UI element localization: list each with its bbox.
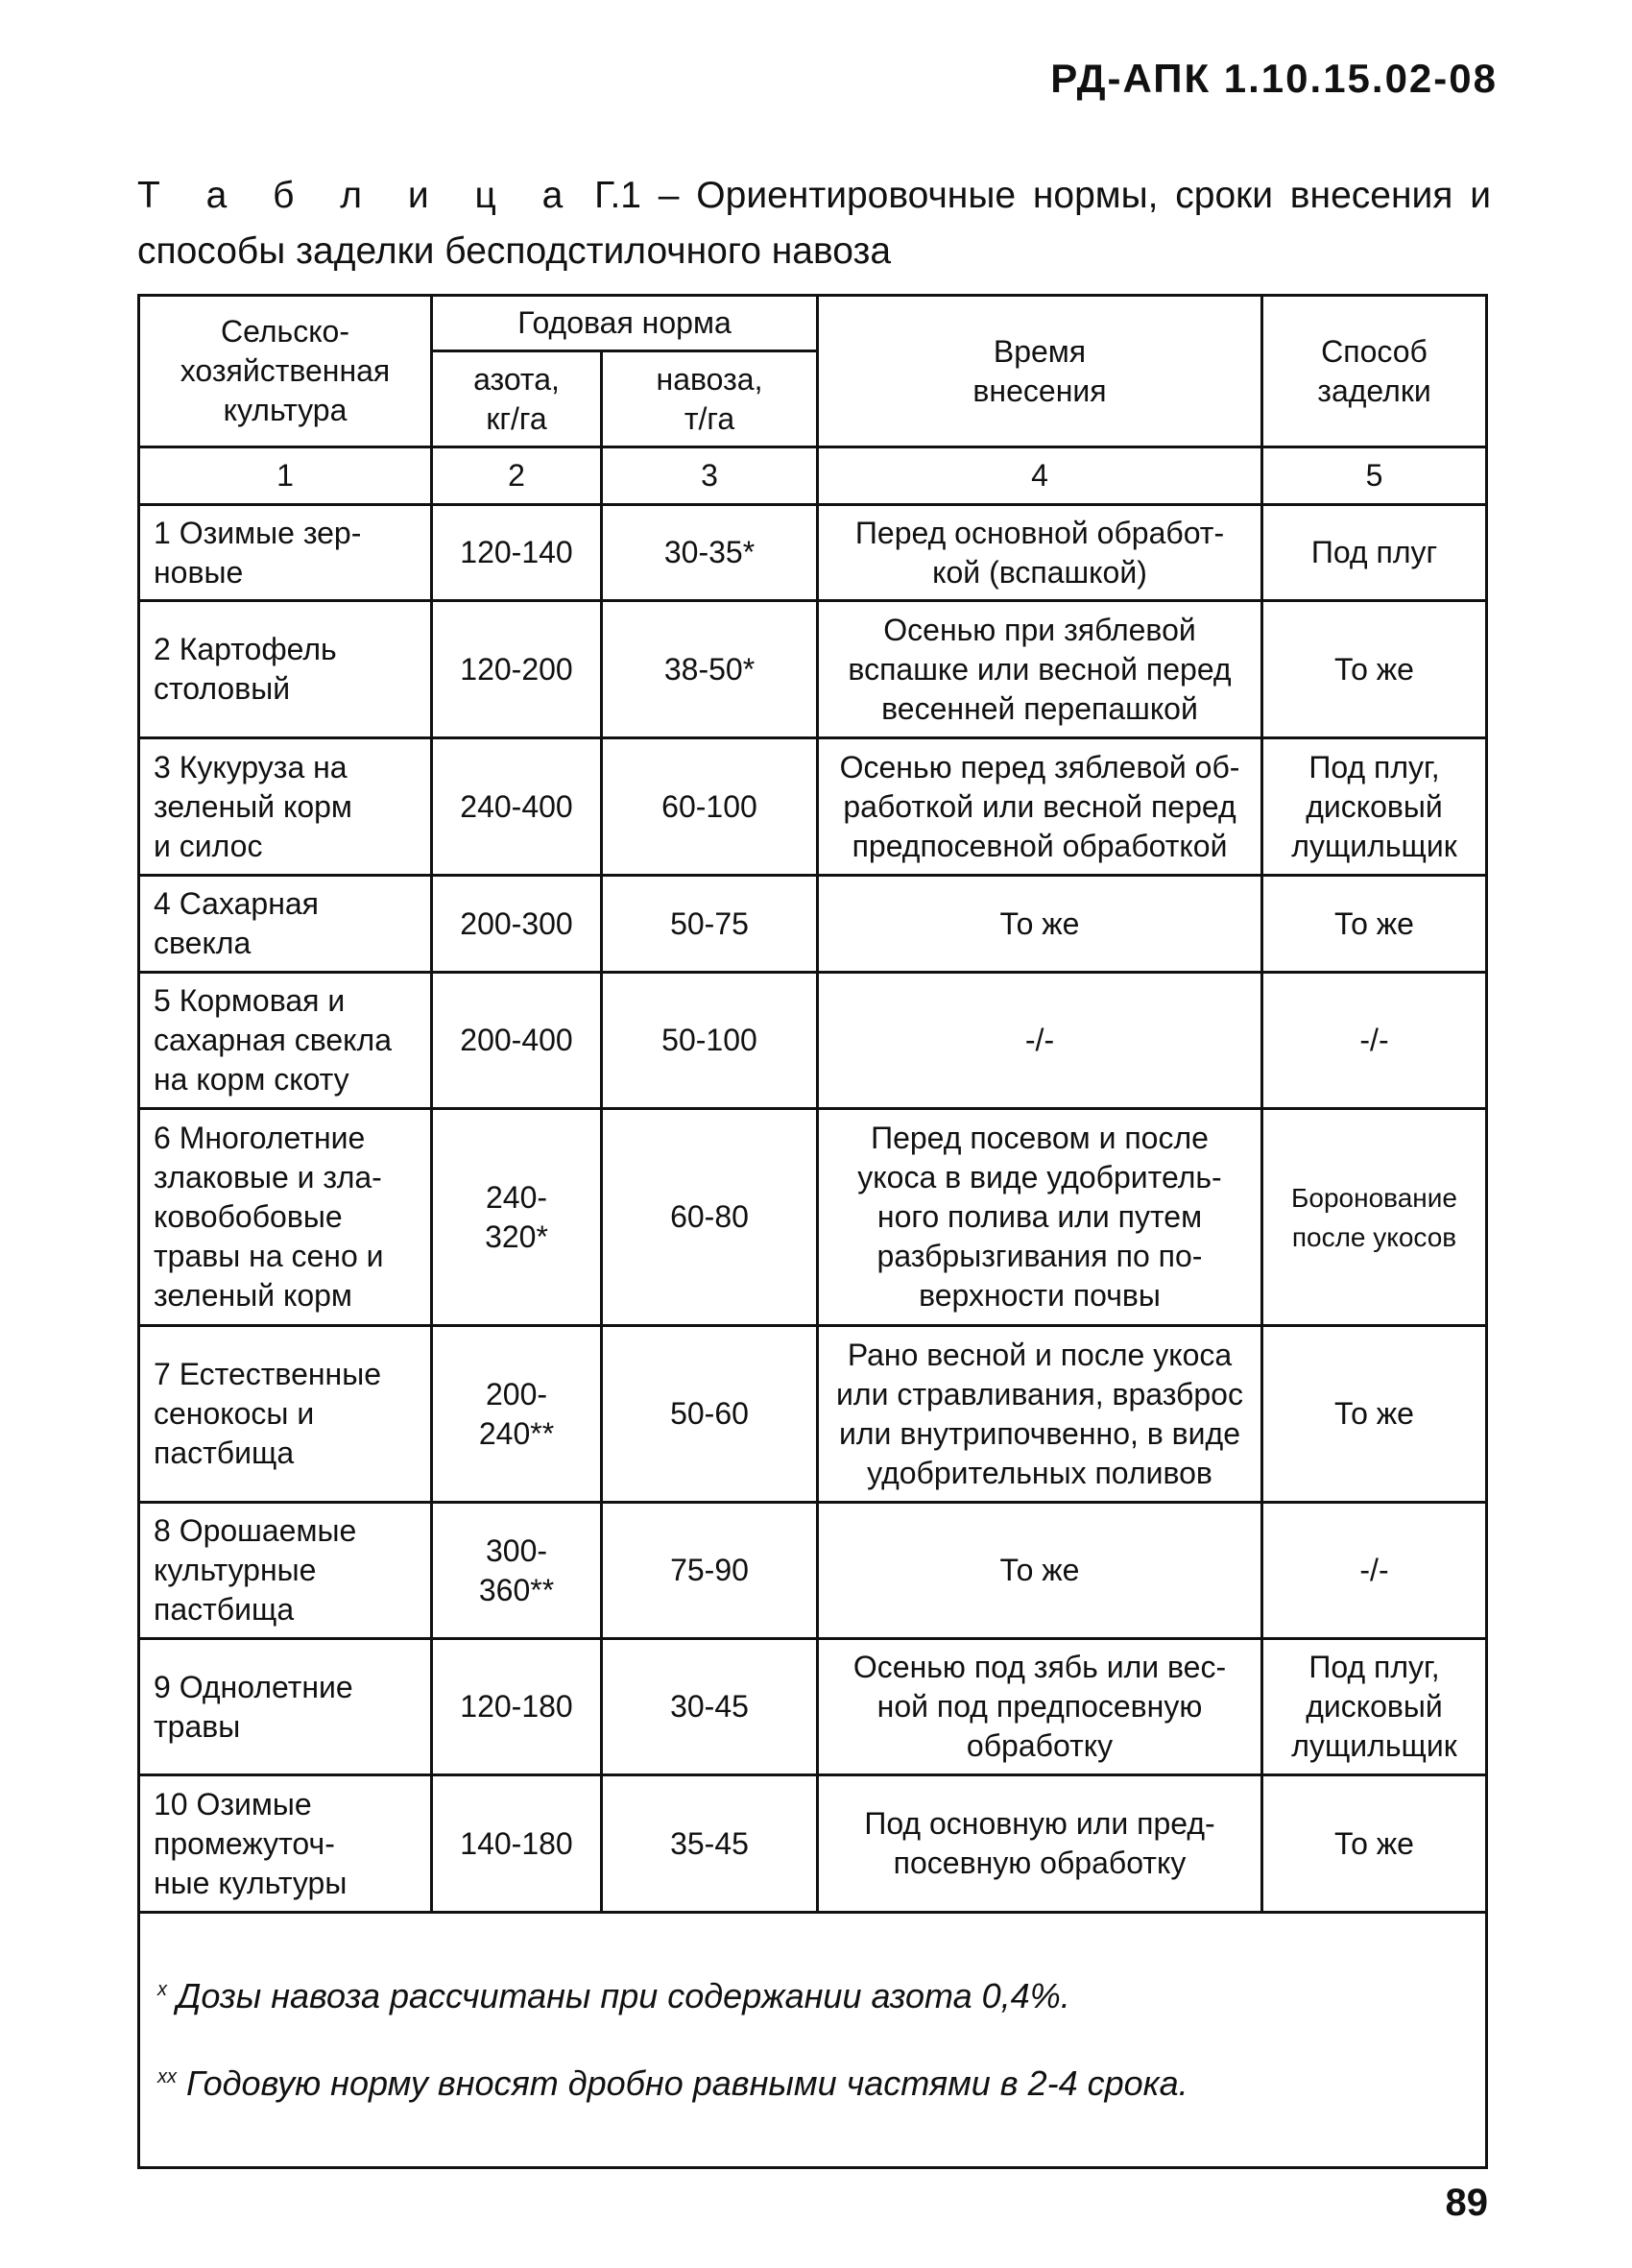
crop-cell: 2 Картофель столовый (139, 601, 432, 738)
crop-cell: 9 Однолетние травы (139, 1639, 432, 1775)
column-number: 1 (139, 447, 432, 505)
nitrogen-cell: 300- 360** (432, 1503, 602, 1639)
time-cell: Осенью при зяблевой вспашке или весной перед весенней перепашкой (818, 601, 1262, 738)
crop-cell: 1 Озимые зер- новые (139, 505, 432, 601)
header-manure: навоза, т/га (602, 351, 818, 447)
manure-cell: 60-100 (602, 738, 818, 876)
table-row (139, 1775, 1487, 1913)
manure-cell: 60-80 (602, 1109, 818, 1326)
crop-cell: 3 Кукуруза на зеленый корм и силос (139, 738, 432, 876)
header-nitrogen: азота, кг/га (432, 351, 602, 447)
footnote-text: Дозы навоза рассчитаны при содержании азота 0,4%. (167, 1976, 1070, 2015)
manure-cell: 50-100 (602, 973, 818, 1109)
method-cell: -/- (1262, 1503, 1487, 1639)
manure-cell: 30-45 (602, 1639, 818, 1775)
manure-cell: 75-90 (602, 1503, 818, 1639)
column-number: 2 (432, 447, 602, 505)
footnote (157, 2060, 1468, 2108)
caption-title: – Ориентировочные нормы, сроки внесения и способы заделки бесподстилочного навоза (137, 175, 1491, 272)
method-cell: -/- (1262, 973, 1487, 1109)
nitrogen-cell: 200- 240** (432, 1326, 602, 1503)
table-row (139, 1326, 1487, 1503)
nitrogen-cell: 240-400 (432, 738, 602, 876)
method-cell: Под плуг (1262, 505, 1487, 601)
notes-row (139, 1913, 1487, 2168)
nitrogen-cell: 200-400 (432, 973, 602, 1109)
method-cell: Под плуг, дисковый лущильщик (1262, 1639, 1487, 1775)
crop-cell: 10 Озимые промежуточ- ные культуры (139, 1775, 432, 1913)
header-crop: Сельско- хозяйственная культура (139, 296, 432, 447)
time-cell: То же (818, 876, 1262, 973)
footnote-text: Годовую норму вносят дробно равными частями в 2-4 срока. (177, 2063, 1188, 2103)
time-cell: -/- (818, 973, 1262, 1109)
table-row (139, 1503, 1487, 1639)
nitrogen-cell: 120-180 (432, 1639, 602, 1775)
page-number: 89 (1445, 2182, 1488, 2224)
footnote-mark: xx (157, 2066, 177, 2087)
manure-cell: 35-45 (602, 1775, 818, 1913)
crop-cell: 5 Кормовая и сахарная свекла на корм скоту (139, 973, 432, 1109)
method-cell: То же (1262, 601, 1487, 738)
table-row (139, 1109, 1487, 1326)
document-code: РД-АПК 1.10.15.02-08 (1050, 56, 1498, 101)
header-row-1 (139, 296, 1487, 351)
crop-cell: 6 Многолетние злаковые и зла- ковобобовые травы на сено и зеленый корм (139, 1109, 432, 1326)
time-cell: Перед основной обработ- кой (вспашкой) (818, 505, 1262, 601)
crop-cell: 7 Естественные сенокосы и пастбища (139, 1326, 432, 1503)
manure-cell: 30-35* (602, 505, 818, 601)
time-cell: Под основную или пред- посевную обработку (818, 1775, 1262, 1913)
method-cell: Боронование после укосов (1262, 1109, 1487, 1326)
nitrogen-cell: 140-180 (432, 1775, 602, 1913)
crop-cell: 8 Орошаемые культурные пастбища (139, 1503, 432, 1639)
column-number: 5 (1262, 447, 1487, 505)
footnote (157, 1972, 1468, 2020)
time-cell: То же (818, 1503, 1262, 1639)
method-cell: То же (1262, 1326, 1487, 1503)
manure-cell: 38-50* (602, 601, 818, 738)
footnote-mark: x (157, 1979, 167, 2000)
table-row (139, 601, 1487, 738)
method-cell: То же (1262, 1775, 1487, 1913)
column-number: 4 (818, 447, 1262, 505)
column-numbers-row (139, 447, 1487, 505)
manure-cell: 50-75 (602, 876, 818, 973)
table-row (139, 738, 1487, 876)
time-cell: Осенью перед зяблевой об- работкой или весной перед предпосевной обработкой (818, 738, 1262, 876)
nitrogen-cell: 120-140 (432, 505, 602, 601)
table-row (139, 973, 1487, 1109)
nitrogen-cell: 240- 320* (432, 1109, 602, 1326)
header-method: Способ заделки (1262, 296, 1487, 447)
time-cell: Осенью под зябь или вес- ной под предпосевную обработку (818, 1639, 1262, 1775)
crop-cell: 4 Сахарная свекла (139, 876, 432, 973)
method-cell: Под плуг, дисковый лущильщик (1262, 738, 1487, 876)
caption-label: Т а б л и ц а (137, 175, 578, 216)
nitrogen-cell: 120-200 (432, 601, 602, 738)
table-row (139, 876, 1487, 973)
time-cell: Перед посевом и после укоса в виде удобритель- ного полива или путем разбрызгивания по по- верхности почвы (818, 1109, 1262, 1326)
method-cell: То же (1262, 876, 1487, 973)
table-notes (139, 1913, 1487, 2168)
table-caption (137, 168, 1491, 279)
nitrogen-cell: 200-300 (432, 876, 602, 973)
table-row (139, 505, 1487, 601)
header-time: Время внесения (818, 296, 1262, 447)
column-number: 3 (602, 447, 818, 505)
table-row (139, 1639, 1487, 1775)
manure-norms-table (137, 294, 1488, 2169)
time-cell: Рано весной и после укоса или стравливания, вразброс или внутрипочвенно, в виде удобрительных поливов (818, 1326, 1262, 1503)
manure-cell: 50-60 (602, 1326, 818, 1503)
caption-number: Г.1 (594, 175, 641, 216)
header-annual-norm: Годовая норма (432, 296, 818, 351)
